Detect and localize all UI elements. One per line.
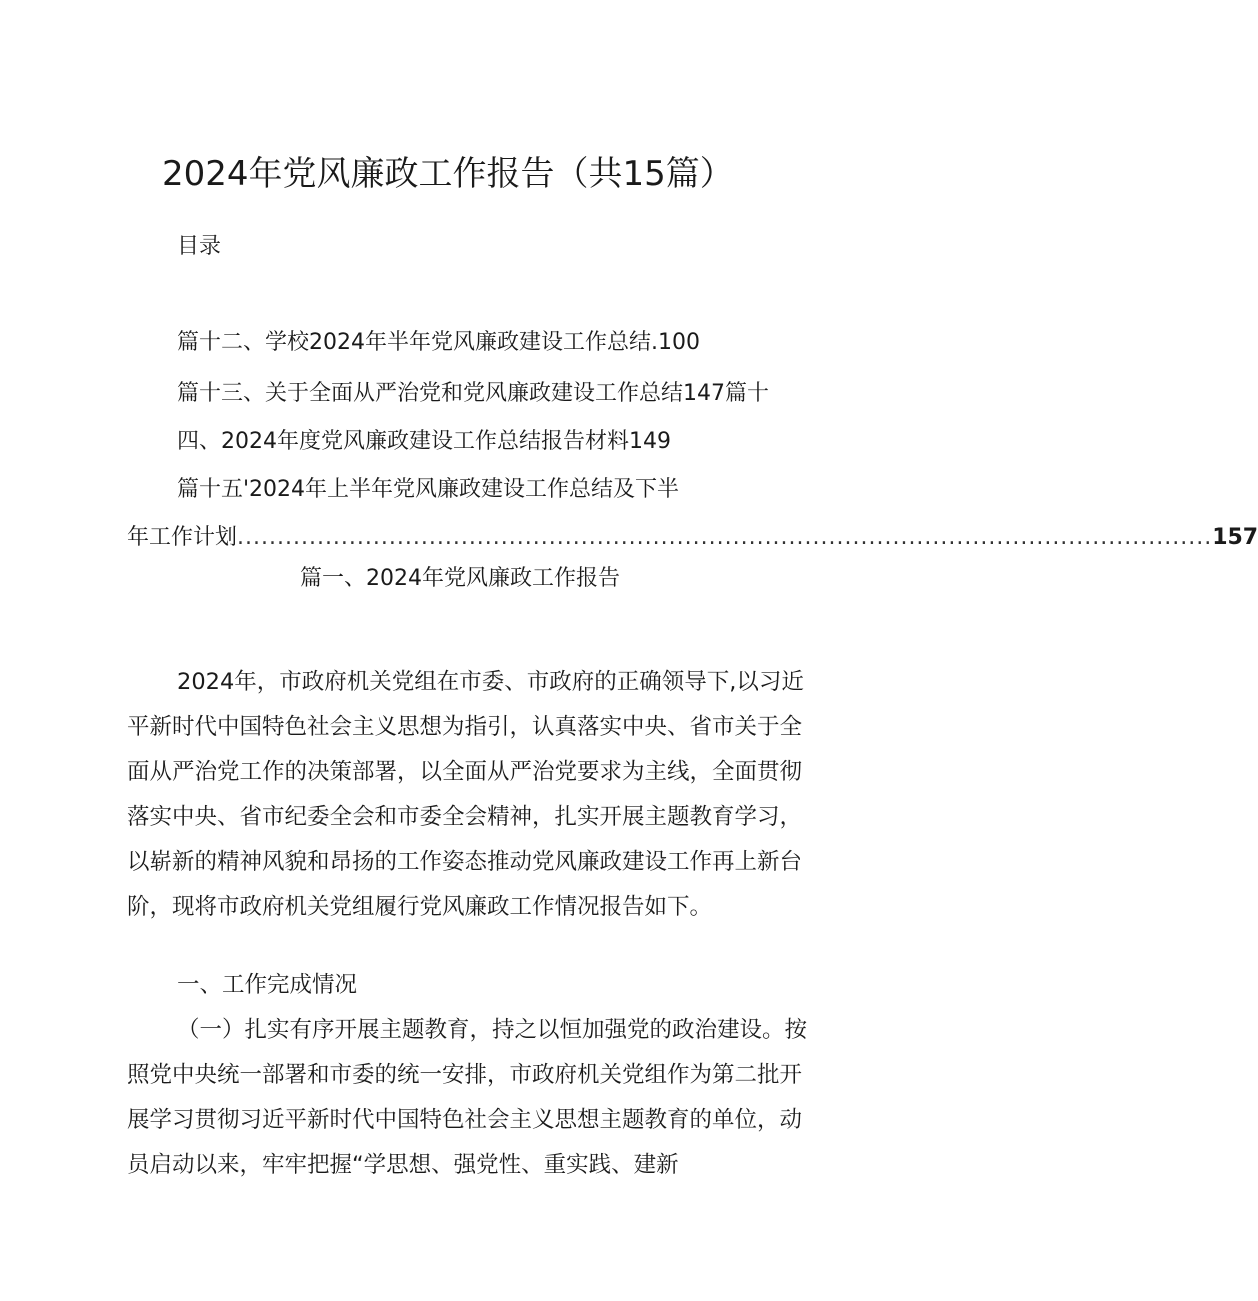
toc-entry-14: 四、2024年度党风廉政建设工作总结报告材料149 (177, 429, 671, 454)
toc-entry-13: 篇十三、关于全面从严治党和党风廉政建设工作总结147篇十 (177, 381, 769, 406)
toc-entry-15-continued (127, 520, 1258, 551)
document-title: 2024年党风廉政工作报告（共15篇） (162, 154, 734, 194)
toc-entry-12: 篇十二、学校2024年半年党风廉政建设工作总结.100 (177, 330, 700, 355)
toc-entry-15: 篇十五'2024年上半年党风廉政建设工作总结及下半 (177, 477, 680, 502)
section-title: 篇一、2024年党风廉政工作报告 (300, 566, 620, 591)
toc-heading: 目录 (177, 234, 222, 259)
toc-entry-text: 年工作计划 (127, 525, 238, 550)
paragraph-intro: 2024年，市政府机关党组在市委、市政府的正确领导下,以习近平新时代中国特色社会主义思想为指引，认真落实中央、省市关于全面从严治党工作的决策部署，以全面从严治党要求为主线，全面贯彻落实中央、省市纪委全会和市委全会精神，扎实开展主题教育学习，以崭新的精神风貌和昂扬的工作姿态推动党风廉政建设工作再上新台阶，现将市政府机关党组履行党风廉政工作情况报告如下。 (127, 669, 804, 920)
heading-work-completion: 一、工作完成情况 (177, 972, 358, 998)
toc-leader-dots: .......................................................................................................................... (237, 525, 1213, 550)
paragraph-theme-education: （一）扎实有序开展主题教育，持之以恒加强党的政治建设。按照党中央统一部署和市委的统一安排，市政府机关党组作为第二批开展学习贯彻习近平新时代中国特色社会主义思想主题教育的单位，动员启动以来，牢牢把握“学思想、强党性、重实践、建新 (127, 1017, 808, 1178)
toc-page-number: 157 (1212, 525, 1258, 550)
